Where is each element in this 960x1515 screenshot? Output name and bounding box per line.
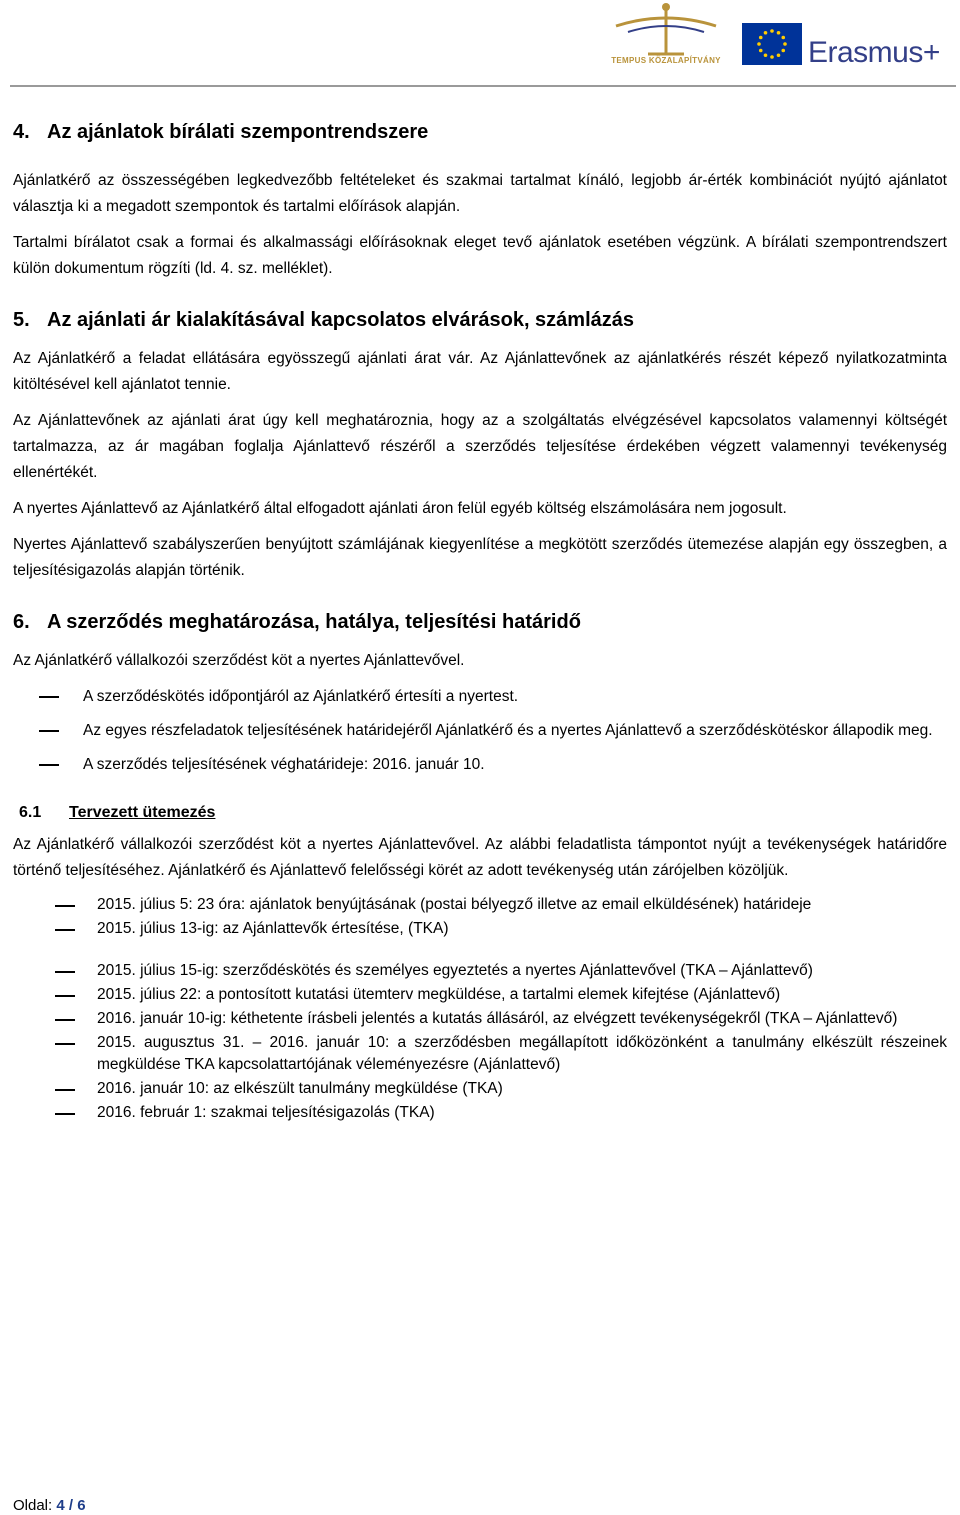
list-item-text: A szerződéskötés időpontjáról az Ajánlatkérő értesíti a nyertest. [83, 688, 519, 705]
list-item-text: 2015. augusztus 31. – 2016. január 10: a szerződésben megállapított időközönként a tanulmány elkészült részeinek megküldése TKA kapcsolattartójának véleményezésre (Ajánlattevő) [97, 1034, 947, 1073]
dash-bullet [39, 730, 59, 732]
paragraph: Tartalmi bírálatot csak a formai és alkalmassági előírásoknak eleget tevő ajánlatok esetében végzünk. A bírálati szempontrendszert külön dokumentum rögzíti (ld. 4. sz. melléklet). [13, 234, 947, 277]
section-heading [13, 306, 947, 334]
subsection-number: 6.1 [19, 804, 42, 821]
list-item [13, 684, 947, 710]
list-item-text: Az egyes részfeladatok teljesítésének határidejéről Ajánlatkérő és a nyertes Ajánlattevő a szerződéskötéskor állapodik meg. [83, 722, 933, 739]
eu-star-icon [781, 36, 785, 40]
dash-bullet [55, 1089, 75, 1091]
list-item-text: 2015. július 22: a pontosított kutatási ütemterv megküldése, a tartalmi elemek kifejtése (Ajánlattevő) [97, 986, 781, 1003]
paragraph: Ajánlatkérő az összességében legkedvezőbb feltételeket és szakmai tartalmat kínáló, legjobb ár-érték kombinációt nyújtó ajánlatot választja ki a megadott szempontok és tartalmi előírások alapján. [13, 172, 947, 215]
section-number: 5. [13, 309, 30, 331]
schedule-list [13, 894, 947, 1124]
subsection-title: Tervezett ütemezés [69, 804, 216, 821]
section-number: 6. [13, 611, 30, 633]
page-separator: / [68, 1497, 74, 1514]
paragraph: Az Ajánlatkérő vállalkozói szerződést köt a nyertes Ajánlattevővel. Az alábbi feladatlista támpontot nyújt a tevékenységek határidőre történő teljesítéséhez. Ajánlatkérő és Ajánlattevő felelősségi körét az adott tevékenység után zárójelben közöljük. [13, 836, 947, 879]
eu-star-icon [777, 31, 781, 35]
eu-star-icon [770, 29, 774, 33]
list-item-text: 2015. július 13-ig: az Ajánlattevők értesítése, (TKA) [97, 920, 449, 937]
page-total: 6 [77, 1497, 86, 1514]
section-number: 4. [13, 121, 30, 143]
eu-star-icon [777, 53, 781, 57]
document-body [13, 118, 947, 1126]
list-item-text: 2016. január 10: az elkészült tanulmány megküldése (TKA) [97, 1080, 503, 1097]
paragraph: A nyertes Ajánlattevő az Ajánlatkérő által elfogadott ajánlati áron felül egyéb költség elszámolására nem jogosult. [13, 500, 787, 517]
dash-bullet [39, 764, 59, 766]
list-item [13, 894, 947, 916]
page-footer [13, 1497, 86, 1514]
page-number: 4 [56, 1497, 65, 1514]
list-item-text: 2016. január 10-ig: kéthetente írásbeli jelentés a kutatás állásáról, az elvégzett tevékenységekről (TKA – Ajánlattevő) [97, 1010, 898, 1027]
page-label: Oldal: [13, 1497, 53, 1514]
list-item [13, 718, 947, 744]
dash-bullet [39, 696, 59, 698]
list-item-text: 2015. július 5: 23 óra: ajánlatok benyújtásának (postai bélyegző illetve az email elküldésének) határideje [97, 896, 812, 913]
section-heading [13, 608, 947, 636]
section-title: Az ajánlati ár kialakításával kapcsolatos elvárások, számlázás [47, 309, 635, 331]
subsection-heading [13, 800, 947, 826]
list-item [13, 960, 947, 982]
list-item-text: 2016. február 1: szakmai teljesítésigazolás (TKA) [97, 1104, 435, 1121]
paragraph: Az Ajánlatkérő vállalkozói szerződést köt a nyertes Ajánlattevővel. [13, 652, 465, 669]
list-item [13, 984, 947, 1006]
list-item-text: A szerződés teljesítésének véghatárideje: 2016. január 10. [83, 756, 485, 773]
section-title: A szerződés meghatározása, hatálya, teljesítési határidő [47, 611, 581, 633]
dash-bullet [55, 1113, 75, 1115]
dash-bullet [55, 1019, 75, 1021]
list-item [13, 1008, 947, 1030]
section-title: Az ajánlatok bírálati szempontrendszere [47, 121, 429, 143]
eu-star-icon [757, 42, 761, 46]
eu-star-icon [764, 31, 768, 35]
tempus-label: TEMPUS KÖZALAPÍTVÁNY [611, 56, 721, 65]
contract-list [13, 684, 947, 778]
eu-star-icon [759, 49, 763, 53]
eu-star-icon [770, 55, 774, 59]
paragraph: Az Ajánlattevőnek az ajánlati árat úgy kell meghatároznia, hogy az a szolgáltatás elvégzésével kapcsolatos valamennyi költségét tartalmazza, az ár magában foglalja Ajánlattevő részéről a szerződés teljesítése érdekében végzett valamennyi tevékenység ellenértékét. [13, 412, 947, 481]
header-divider [10, 85, 956, 87]
section-heading [13, 118, 947, 146]
eu-star-icon [783, 42, 787, 46]
dash-bullet [55, 1043, 75, 1045]
list-item [13, 918, 947, 940]
page-header [0, 0, 960, 88]
dash-bullet [55, 929, 75, 931]
list-item [13, 1032, 947, 1076]
dash-bullet [55, 971, 75, 973]
list-item [13, 752, 947, 778]
list-item-text: 2015. július 15-ig: szerződéskötés és személyes egyeztetés a nyertes Ajánlattevővel (TKA – Ajánlattevő) [97, 962, 813, 979]
eu-star-icon [759, 36, 763, 40]
paragraph: Az Ajánlatkérő a feladat ellátására egyösszegű ajánlati árat vár. Az Ajánlattevőnek az ajánlatkérés részét képező nyilatkozatminta kitöltésével kell ajánlatot tennie. [13, 350, 947, 393]
list-item [13, 1102, 947, 1124]
paragraph: Nyertes Ajánlattevő szabályszerűen benyújtott számlájának kiegyenlítése a megkötött szerződés ütemezése alapján egy összegben, a teljesítésigazolás alapján történik. [13, 536, 947, 579]
dash-bullet [55, 905, 75, 907]
list-item [13, 1078, 947, 1100]
erasmus-logo-text: Erasmus+ [808, 36, 940, 69]
eu-flag-icon [742, 23, 802, 65]
eu-star-icon [781, 49, 785, 53]
eu-star-icon [764, 53, 768, 57]
dash-bullet [55, 995, 75, 997]
